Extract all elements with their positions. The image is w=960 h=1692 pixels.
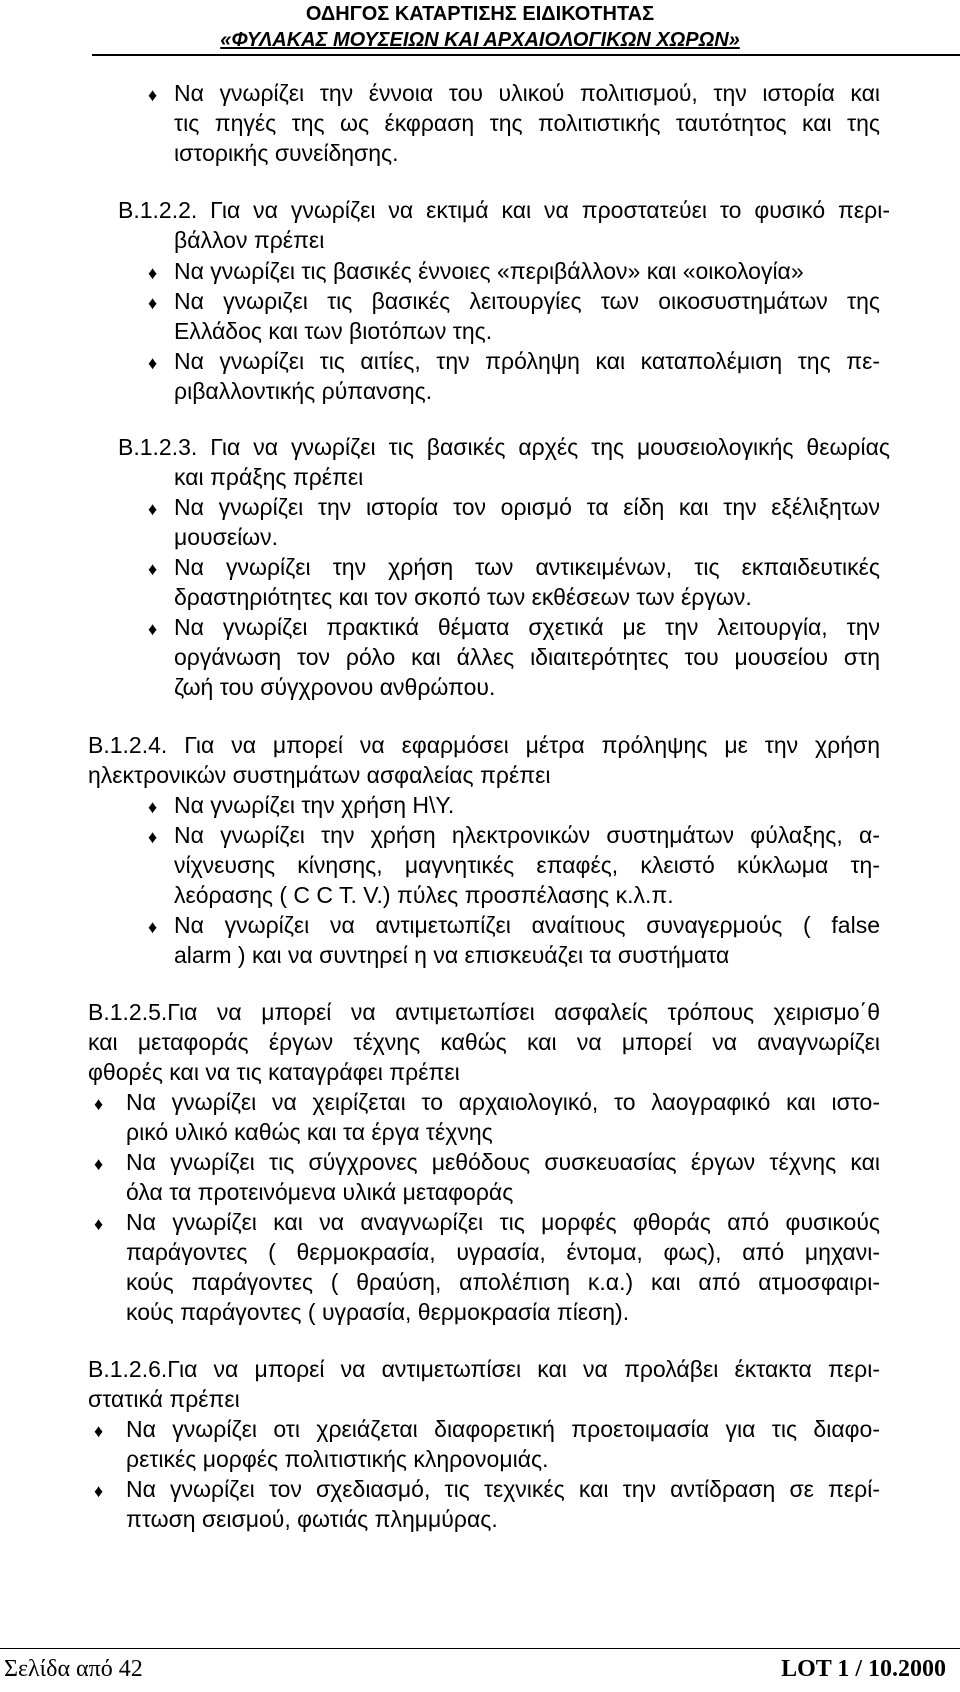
- text-line: κούς παράγοντες ( θραύση, απολέπιση κ.α.) και από ατμοσφαιρι-: [126, 1269, 880, 1295]
- bullet-icon: ♦: [94, 1094, 104, 1114]
- text-line: ρετικές μορφές πολιτιστικής κληρονομιάς.: [126, 1446, 549, 1472]
- text-line: ζωή του σύγχρονου ανθρώπου.: [174, 674, 496, 700]
- text-line: λεόρασης ( C C T. V.) πύλες προσπέλασης κ.λ.π.: [174, 882, 674, 908]
- text-line: όλα τα προτεινόμενα υλικά μεταφοράς: [126, 1179, 514, 1205]
- section-heading: Β.1.2.4. Για να μπορεί να εφαρμόσει μέτρα πρόληψης με την χρήση: [88, 732, 880, 758]
- text-line: Να γνωρίζει πρακτικά θέματα σχετικά με την λειτουργία, την: [174, 614, 880, 640]
- text-line: στατικά πρέπει: [88, 1386, 240, 1412]
- section-heading: Β.1.2.5.Για να μπορεί να αντιμετωπίσει ασφαλείς τρόπους χειρισμο΄θ: [88, 999, 880, 1025]
- text-line: alarm ) και να συντηρεί η να επισκευάζει τα συστήματα: [174, 942, 730, 968]
- section-heading: Β.1.2.3. Για να γνωρίζει τις βασικές αρχές της μουσειολογικής θεωρίας: [118, 434, 890, 460]
- text-line: και μεταφοράς έργων τέχνης καθώς και να μπορεί να αναγνωρίζει: [88, 1029, 880, 1055]
- text-line: Να γνωρίζει τις αιτίες, την πρόληψη και καταπολέμιση της πε-: [174, 348, 880, 374]
- bullet-icon: ♦: [94, 1154, 104, 1174]
- text-line: παράγοντες ( θερμοκρασία, υγρασία, έντομα, φως), από μηχανι-: [126, 1239, 880, 1265]
- text-line: Να γνωρίζει τις σύγχρονες μεθόδους συσκευασίας έργων τέχνης και: [126, 1149, 880, 1175]
- section-heading: Β.1.2.2. Για να γνωρίζει να εκτιμά και να προστατεύει το φυσικό περι-: [118, 197, 890, 223]
- text-line: Να γνωρίζει την χρήση ηλεκτρονικών συστημάτων φύλαξης, α-: [174, 822, 880, 848]
- text-line: Να γνωρίζει να χειρίζεται το αρχαιολογικό, το λαογραφικό και ιστο-: [126, 1089, 880, 1115]
- bullet-icon: ♦: [148, 263, 158, 283]
- text-line: ηλεκτρονικών συστημάτων ασφαλείας πρέπει: [88, 762, 551, 788]
- text-line: και πράξης πρέπει: [174, 464, 364, 490]
- text-line: μουσείων.: [174, 524, 279, 550]
- text-line: ρικό υλικό καθώς και τα έργα τέχνης: [126, 1119, 493, 1145]
- page-number: Σελίδα από 42: [4, 1656, 143, 1682]
- bullet-icon: ♦: [148, 827, 158, 847]
- text-line: δραστηριότητες και τον σκοπό των εκθέσεων των έργων.: [174, 584, 752, 610]
- lot-reference: LOT 1 / 10.2000: [781, 1656, 946, 1682]
- bullet-icon: ♦: [148, 917, 158, 937]
- text-line: Να γνωρίζει την έννοια του υλικού πολιτισμού, την ιστορία και: [174, 80, 880, 106]
- header-rule: [92, 54, 960, 56]
- text-line: Να γνωριζει τις βασικές λειτουργίες των οικοσυστημάτων της: [174, 288, 880, 314]
- text-line: οργάνωση τον ρόλο και άλλες ιδιαιτερότητες του μουσείου στη: [174, 644, 880, 670]
- text-line: τις πηγές της ως έκφραση της πολιτιστικής ταυτότητος και της: [174, 110, 880, 136]
- text-line: πτωση σεισμού, φωτιάς πλημμύρας.: [126, 1506, 498, 1532]
- bullet-icon: ♦: [148, 619, 158, 639]
- text-line: νίχνευσης κίνησης, μαγνητικές επαφές, κλειστό κύκλωμα τη-: [174, 852, 880, 878]
- text-line: Ελλάδος και των βιοτόπων της.: [174, 318, 493, 344]
- text-line: φθορές και να τις καταγράφει πρέπει: [88, 1059, 460, 1085]
- bullet-icon: ♦: [148, 353, 158, 373]
- text-line: ριβαλλοντικής ρύπανσης.: [174, 378, 433, 404]
- header-subtitle: «ΦΥΛΑΚΑΣ ΜΟΥΣΕΙΩΝ ΚΑΙ ΑΡΧΑΙΟΛΟΓΙΚΩΝ ΧΩΡΩΝ»: [220, 29, 740, 51]
- text-line: Να γνωρίζει την χρήση των αντικειμένων, τις εκπαιδευτικές: [174, 554, 880, 580]
- bullet-icon: ♦: [148, 499, 158, 519]
- header-title: ΟΔΗΓΟΣ ΚΑΤΑΡΤΙΣΗΣ ΕΙΔΙΚΟΤΗΤΑΣ: [305, 3, 655, 25]
- footer-rule: [0, 1648, 960, 1649]
- text-line: Να γνωρίζει την ιστορία τον ορισμό τα είδη και την εξέλιξητων: [174, 494, 880, 520]
- section-heading: Β.1.2.6.Για να μπορεί να αντιμετωπίσει και να προλάβει έκτακτα περι-: [88, 1356, 880, 1382]
- text-line: ιστορικής συνείδησης.: [174, 140, 399, 166]
- text-line: Να γνωρίζει να αντιμετωπίζει αναίτιους συναγερμούς ( false: [174, 912, 880, 938]
- bullet-icon: ♦: [94, 1214, 104, 1234]
- bullet-icon: ♦: [148, 559, 158, 579]
- text-line: Να γνωρίζει τον σχεδιασμό, τις τεχνικές και την αντίδραση σε περί-: [126, 1476, 880, 1502]
- bullet-icon: ♦: [148, 293, 158, 313]
- bullet-icon: ♦: [148, 797, 158, 817]
- text-line: Να γνωρίζει την χρήση Η\Υ.: [174, 792, 455, 818]
- bullet-icon: ♦: [148, 85, 158, 105]
- bullet-icon: ♦: [94, 1421, 104, 1441]
- bullet-icon: ♦: [94, 1481, 104, 1501]
- text-line: Να γνωρίζει τις βασικές έννοιες «περιβάλλον» και «οικολογία»: [174, 258, 804, 284]
- text-line: βάλλον πρέπει: [174, 227, 325, 253]
- text-line: Να γνωρίζει και να αναγνωρίζει τις μορφές φθοράς από φυσικούς: [126, 1209, 880, 1235]
- text-line: κούς παράγοντες ( υγρασία, θερμοκρασία πίεση).: [126, 1299, 630, 1325]
- text-line: Να γνωρίζει οτι χρειάζεται διαφορετική προετοιμασία για τις διαφο-: [126, 1416, 880, 1442]
